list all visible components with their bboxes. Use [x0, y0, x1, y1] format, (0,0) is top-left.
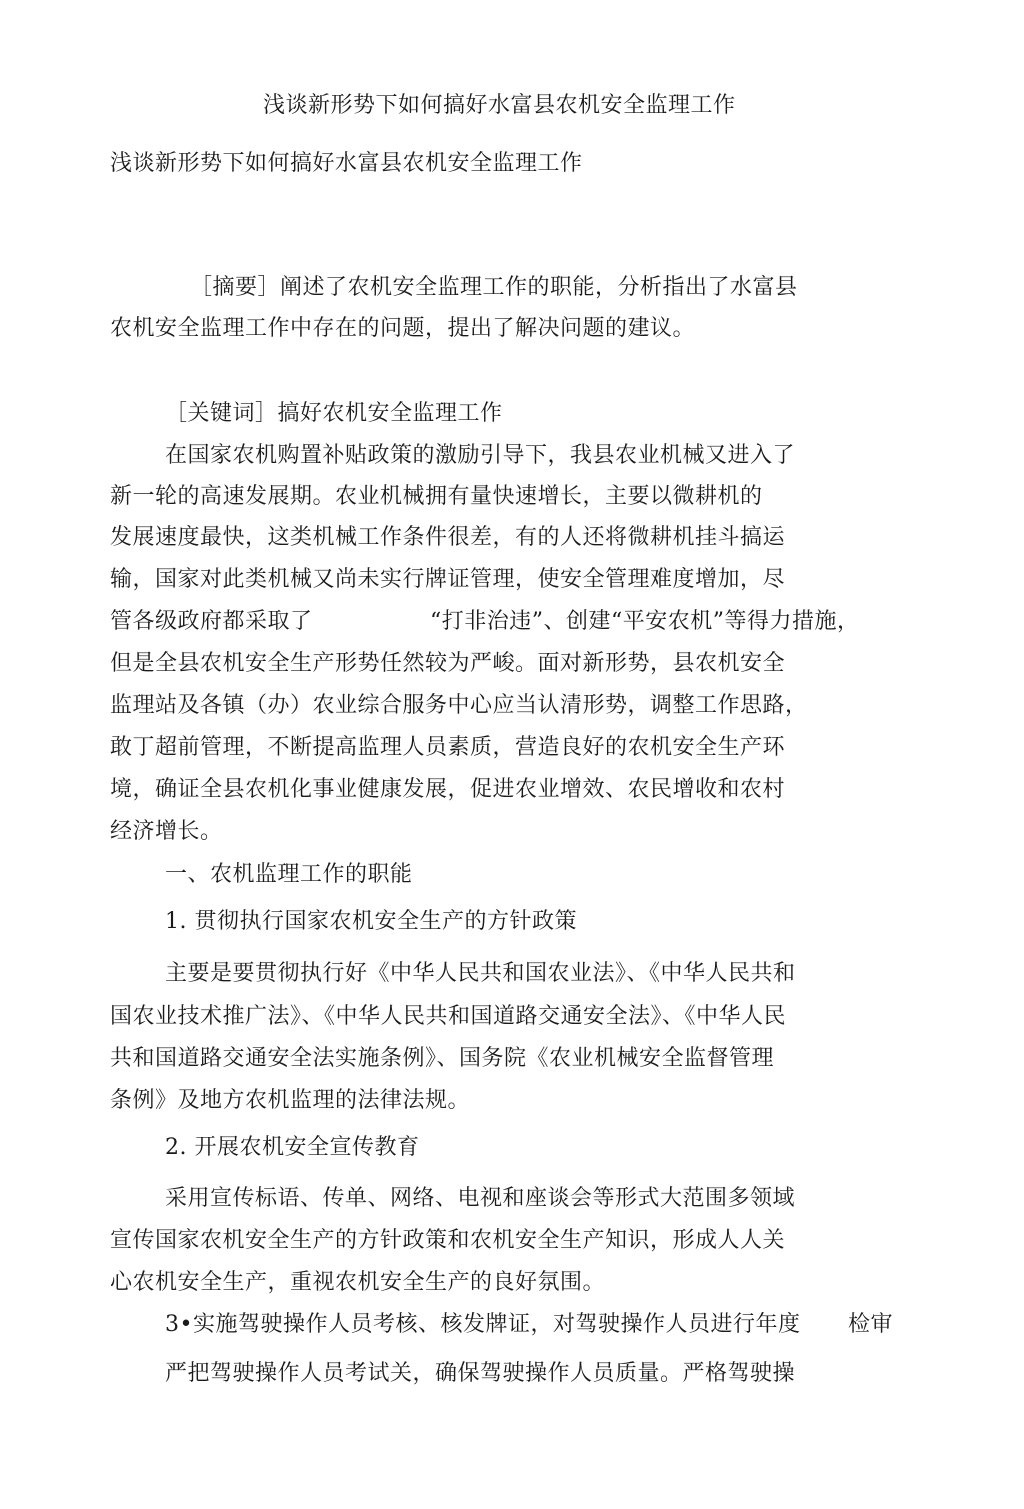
paragraph-line: 输，国家对此类机械又尚未实行牌证管理，使安全管理难度增加，尽	[110, 567, 786, 592]
paragraph-line: 新一轮的高速发展期。农业机械拥有量快速增长，主要以微耕机的	[110, 484, 763, 509]
paragraph-line: 主要是要贯彻执行好《中华人民共和国农业法》、《中华人民共和	[165, 961, 796, 986]
paragraph-line: 管各级政府都采取了	[110, 609, 313, 634]
paragraph-line: 宣传国家农机安全生产的方针政策和农机安全生产知识，形成人人关	[110, 1228, 786, 1253]
document-subtitle: 浅谈新形势下如何搞好水富县农机安全监理工作	[110, 151, 583, 176]
paragraph-line: 但是全县农机安全生产形势任然较为严峻。面对新形势，县农机安全	[110, 651, 786, 676]
item-heading-tail: 检审	[848, 1312, 894, 1337]
paragraph-line: 在国家农机购置补贴政策的激励引导下，我县农业机械又进入了	[165, 443, 796, 468]
keywords: ［关键词］搞好农机安全监理工作	[165, 401, 503, 426]
section-heading: 一、农机监理工作的职能	[165, 862, 413, 887]
item-heading: 2. 开展农机安全宣传教育	[165, 1135, 420, 1160]
paragraph-line: 采用宣传标语、传单、网络、电视和座谈会等形式大范围多领域	[165, 1186, 796, 1211]
item-heading: 1. 贯彻执行国家农机安全生产的方针政策	[165, 909, 577, 934]
paragraph-line: 敢丁超前管理，不断提高监理人员素质，营造良好的农机安全生产环	[110, 735, 786, 760]
paragraph-line: 境，确证全县农机化事业健康发展，促进农业增效、农民增收和农村	[110, 777, 786, 802]
paragraph-line: 严把驾驶操作人员考试关，确保驾驶操作人员质量。严格驾驶操	[165, 1361, 796, 1386]
paragraph-line: 发展速度最快，这类机械工作条件很差，有的人还将微耕机挂斗搞运	[110, 525, 786, 550]
abstract-line: ［摘要］阐述了农机安全监理工作的职能，分析指出了水富县	[190, 275, 798, 300]
paragraph-line: 条例》及地方农机监理的法律法规。	[110, 1088, 471, 1113]
item-heading: 3•实施驾驶操作人员考核、核发牌证，对驾驶操作人员进行年度	[165, 1312, 801, 1337]
paragraph-line: 共和国道路交通安全法实施条例》、国务院《农业机械安全监督管理	[110, 1046, 775, 1071]
paragraph-line: “打非治违”、创建“平安农机”等得力措施，	[430, 609, 860, 634]
paragraph-line: 心农机安全生产，重视农机安全生产的良好氛围。	[110, 1270, 606, 1295]
paragraph-line: 监理站及各镇（办）农业综合服务中心应当认清形势，调整工作思路，	[110, 693, 808, 718]
paragraph-line: 经济增长。	[110, 819, 223, 844]
paragraph-line: 国农业技术推广法》、《中华人民共和国道路交通安全法》、《中华人民	[110, 1004, 787, 1029]
document-title: 浅谈新形势下如何搞好水富县农机安全监理工作	[263, 93, 736, 118]
abstract-line: 农机安全监理工作中存在的问题，提出了解决问题的建议。	[110, 316, 696, 341]
